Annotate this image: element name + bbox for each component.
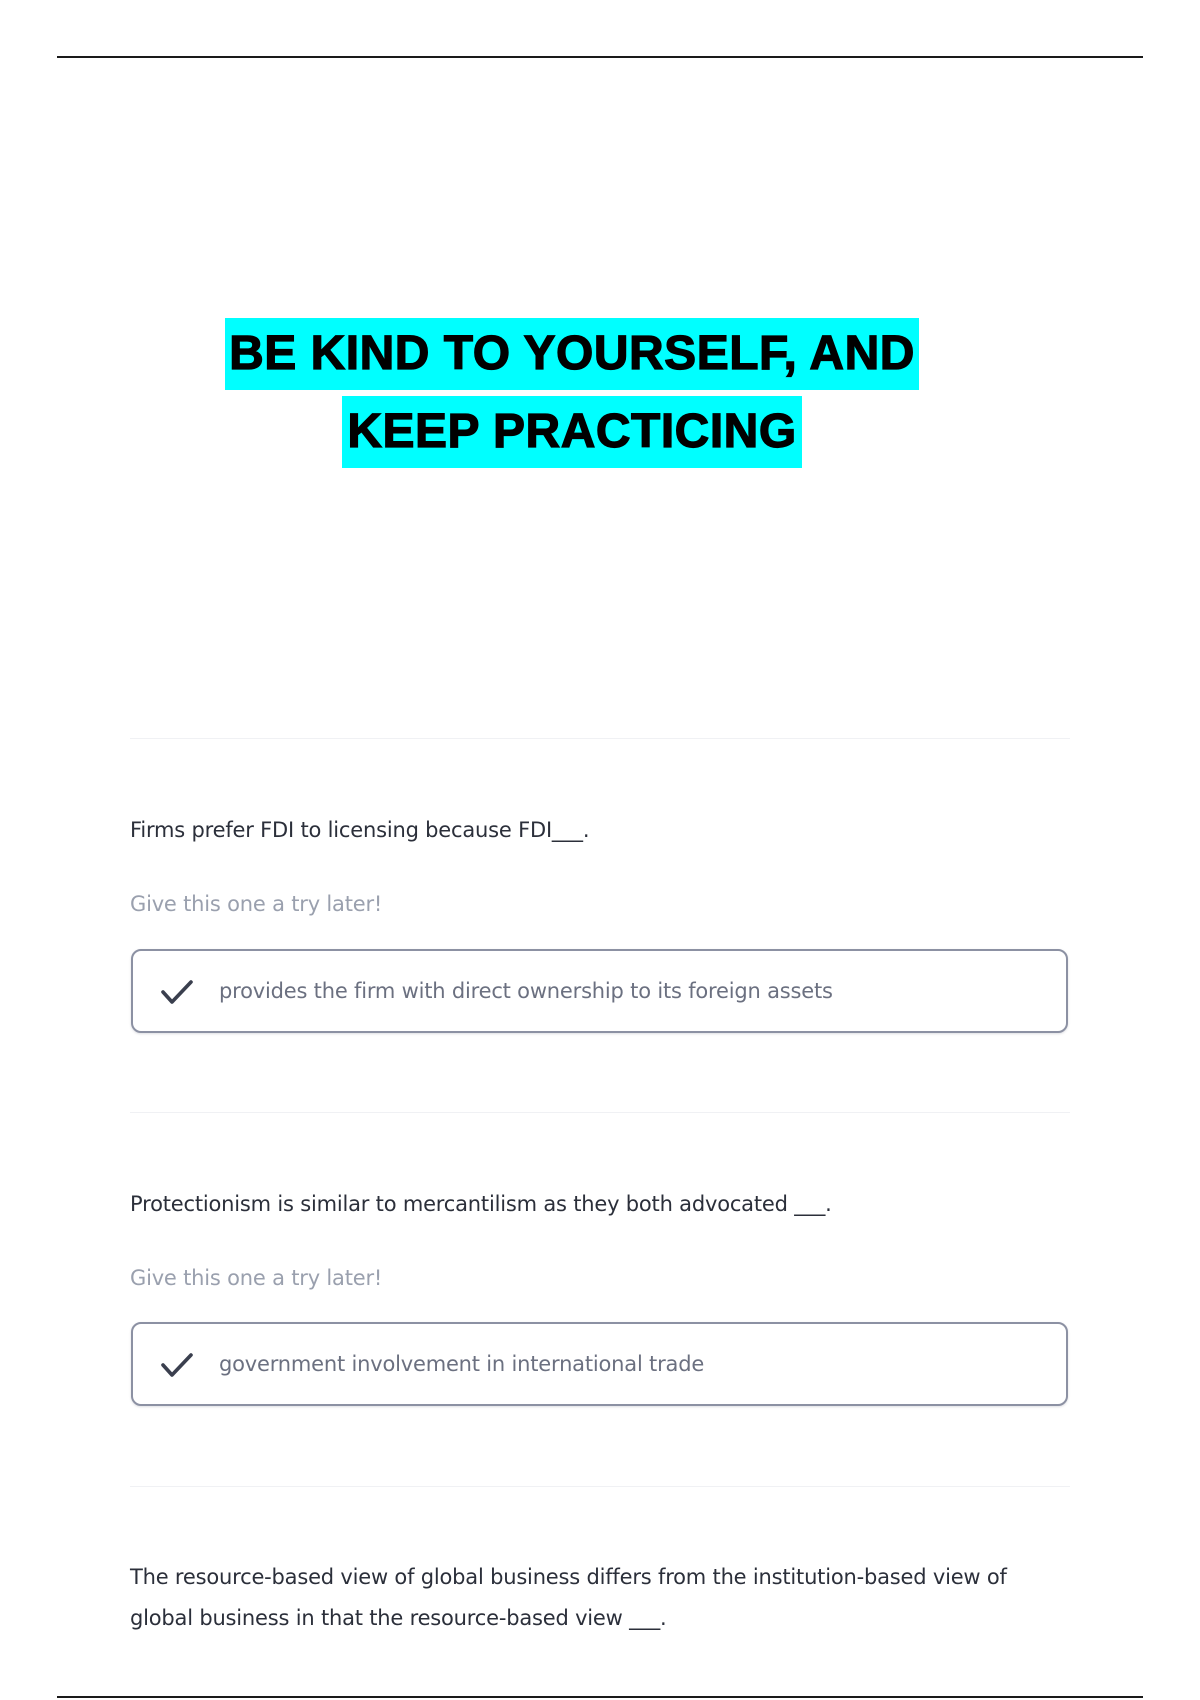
check-icon [160,978,194,1006]
answer-card-1[interactable] [131,949,1068,1033]
question-prompt-3: The resource-based view of global business differs from the institution-based view of global business in that the resource-based view ___. [130,1565,1007,1630]
question-prompt-1: Firms prefer FDI to licensing because FDI___. [130,818,590,842]
section-divider [130,1486,1070,1487]
section-divider [130,738,1070,739]
answer-text-2: government involvement in international trade [219,1352,705,1376]
motivation-banner [0,318,1144,468]
answer-card-2[interactable] [131,1322,1068,1406]
page-bottom-rule [57,1696,1143,1698]
question-prompt-2: Protectionism is similar to mercantilism as they both advocated ___. [130,1192,832,1216]
question-hint-2: Give this one a try later! [130,1266,383,1290]
page-top-rule [57,56,1143,58]
banner-line-1: BE KIND TO YOURSELF, AND [225,318,919,390]
question-hint-1: Give this one a try later! [130,892,383,916]
banner-line-2: KEEP PRACTICING [342,396,801,468]
section-divider [130,1112,1070,1113]
answer-text-1: provides the firm with direct ownership to its foreign assets [219,979,833,1003]
check-icon [160,1351,194,1379]
